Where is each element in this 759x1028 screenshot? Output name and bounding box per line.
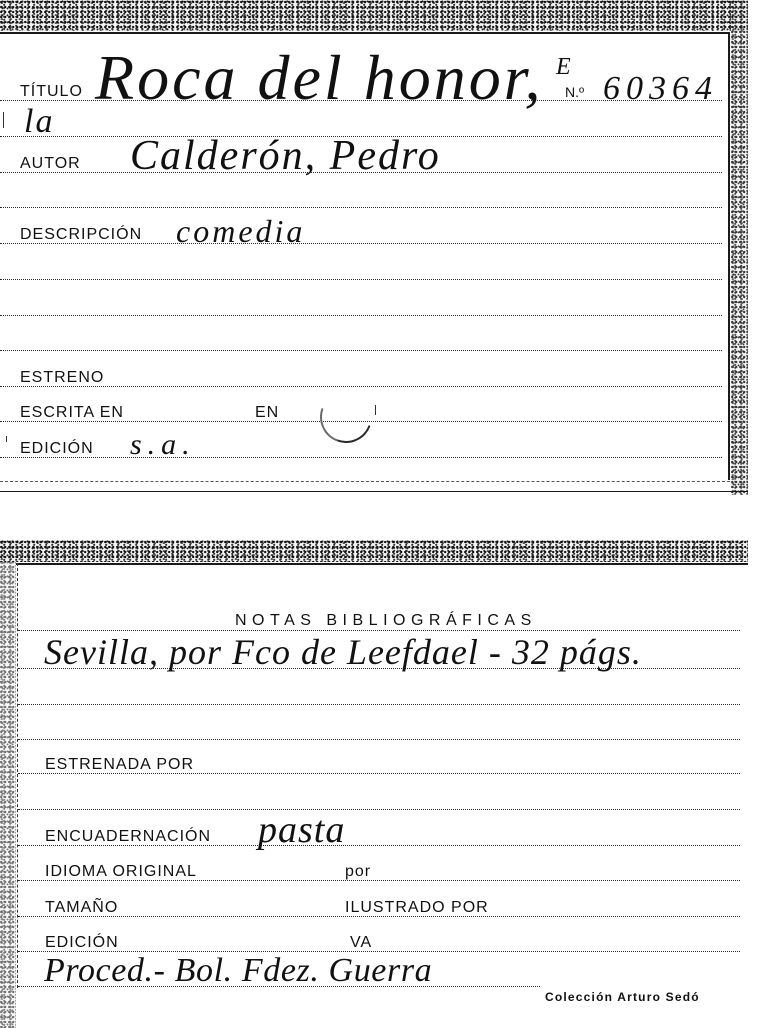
encuadernacion-label: ENCUADERNACIÓN <box>45 828 212 845</box>
ruled-line <box>0 279 722 280</box>
ruled-line <box>0 457 722 458</box>
encuadernacion-value: pasta <box>258 809 346 851</box>
ruled-line <box>18 630 740 631</box>
ilustrado-por-label: ILUSTRADO POR <box>345 899 489 916</box>
ruled-line <box>18 809 740 810</box>
ruled-line <box>18 880 740 881</box>
ruled-line <box>18 773 740 774</box>
margin-tick-mark <box>6 436 7 442</box>
card-back <box>0 530 759 1028</box>
card-right-border <box>728 32 730 480</box>
number-value: 60364 <box>603 70 718 107</box>
ruled-line <box>0 207 722 208</box>
va-label: VA <box>350 934 373 951</box>
idioma-original-label: IDIOMA ORIGINAL <box>45 863 197 880</box>
tamano-label: TAMAÑO <box>45 899 119 916</box>
notas-value: Sevilla, por Fco de Leefdael - 32 págs. <box>44 632 642 672</box>
escrita-en-label: ESCRITA EN <box>20 404 124 421</box>
number-mark: E <box>556 54 571 80</box>
margin-tick-mark <box>3 112 4 128</box>
descripcion-value: comedia <box>176 213 306 249</box>
descripcion-label: DESCRIPCIÓN <box>20 226 143 243</box>
notas-heading: NOTAS BIBLIOGRÁFICAS <box>235 612 537 629</box>
scan-noise-top-edge <box>0 0 748 31</box>
ruled-line <box>18 704 740 705</box>
procedencia-value: Proced.- Bol. Fdez. Guerra <box>44 952 433 989</box>
collection-credit: Colección Arturo Sedó <box>545 990 700 1004</box>
edicion-label: EDICIÓN <box>20 440 94 457</box>
en-label: EN <box>255 404 280 421</box>
ruled-line <box>18 916 740 917</box>
stray-mark <box>375 405 376 415</box>
ruled-line <box>0 386 722 387</box>
ruled-line <box>0 315 722 316</box>
edicion-label: EDICIÓN <box>45 934 119 951</box>
punch-hole-mark <box>311 382 380 451</box>
estrenada-por-label: ESTRENADA POR <box>45 756 195 773</box>
card-front <box>0 0 759 500</box>
scan-bottom-edge <box>0 491 748 492</box>
scan-noise-left-edge <box>0 540 16 1028</box>
card-top-border <box>0 32 730 34</box>
titulo-value-continued: la <box>24 103 55 140</box>
autor-value: Calderón, Pedro <box>130 133 441 179</box>
ruled-line <box>0 350 722 351</box>
card-left-border <box>17 563 18 988</box>
autor-label: AUTOR <box>20 155 81 172</box>
titulo-value: Roca del honor, <box>95 42 544 113</box>
number-label: N.º <box>565 84 585 100</box>
ruled-line <box>18 739 740 740</box>
edicion-value: s.a. <box>130 428 196 461</box>
scan-noise-top-edge <box>0 540 748 562</box>
card-top-border <box>16 563 748 565</box>
ruled-line <box>0 243 722 244</box>
titulo-label: TÍTULO <box>20 83 83 100</box>
scan-noise-right-edge <box>731 0 748 495</box>
card-bottom-border <box>0 481 730 482</box>
ruled-line <box>18 845 740 846</box>
por-label: por <box>345 863 372 880</box>
estreno-label: ESTRENO <box>20 369 105 386</box>
